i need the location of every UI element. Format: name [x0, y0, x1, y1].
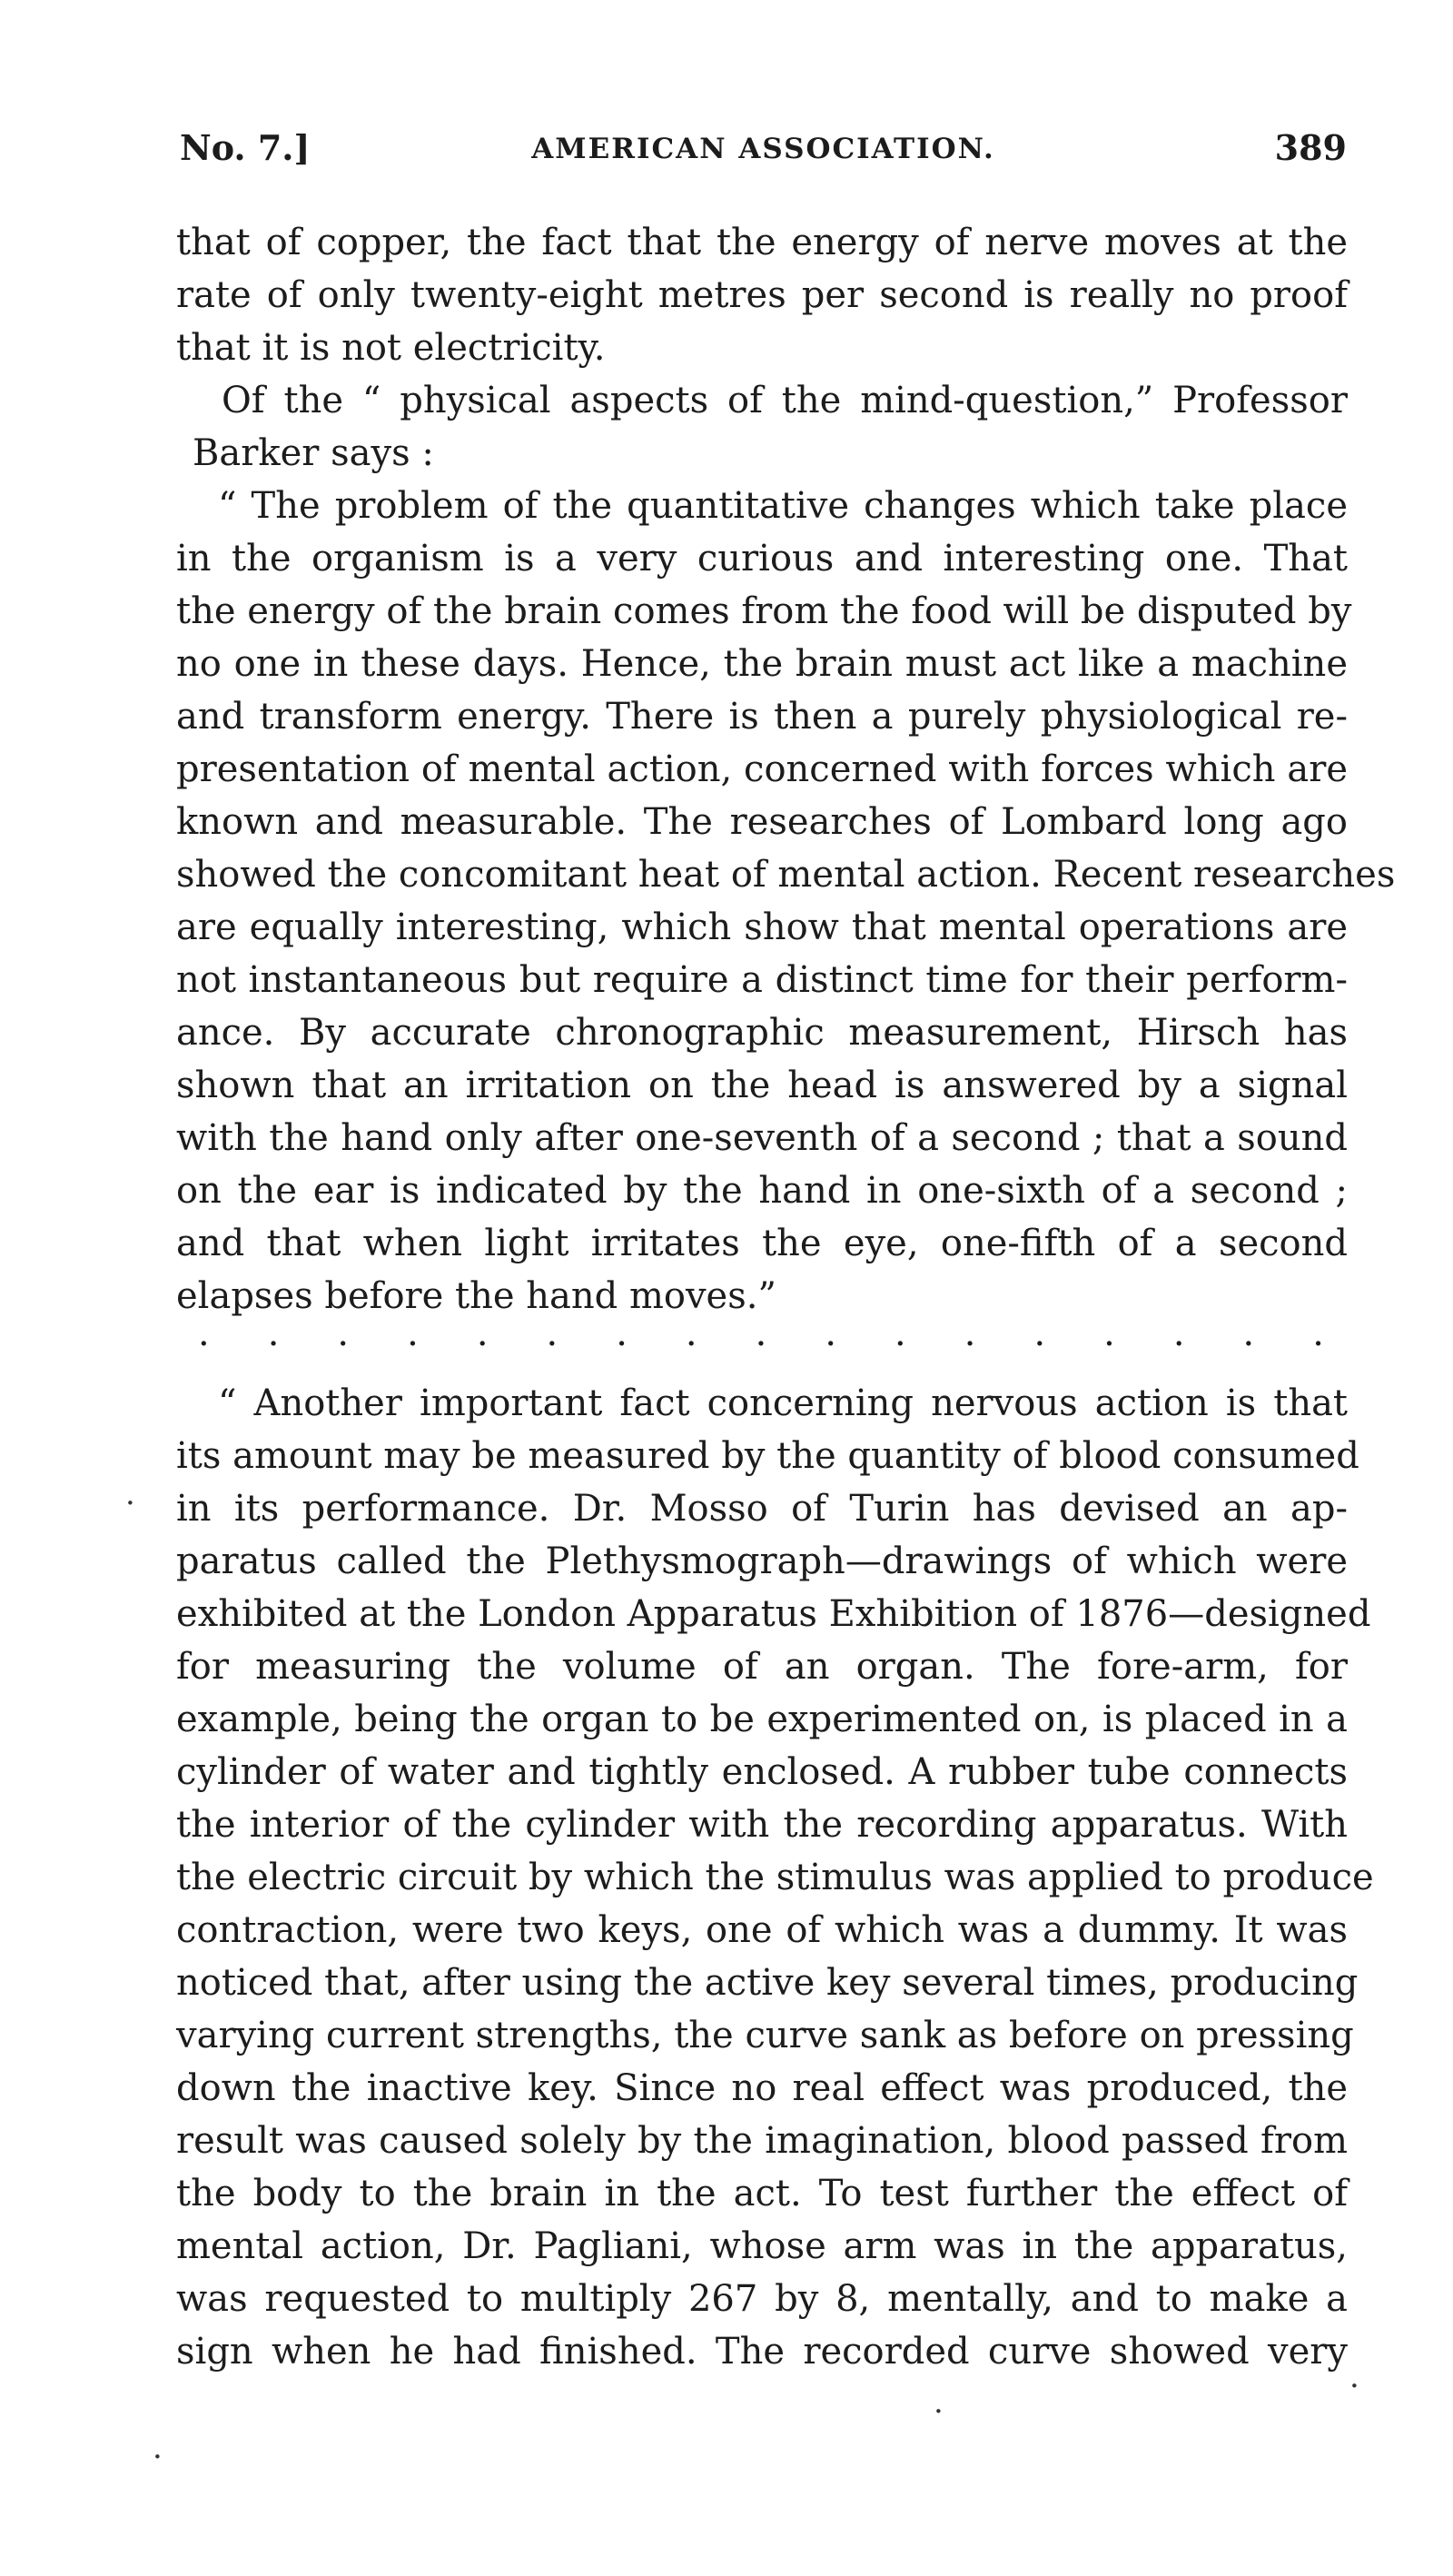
ellipsis-dot: · [1312, 1323, 1324, 1365]
text-line: ance. By accurate chronographic measurement, Hirsch has [176, 1012, 1348, 1054]
text-line: “ The problem of the quantitative changes which take place [218, 485, 1348, 527]
text-line: not instantaneous but require a distinct time for their perform- [176, 959, 1348, 1001]
print-speck: · [153, 2439, 163, 2475]
text-line: result was caused solely by the imagination, blood passed from [176, 2120, 1348, 2162]
text-line: paratus called the Plethysmograph—drawings of which were [176, 1541, 1348, 1582]
text-line: down the inactive key. Since no real effect was produced, the [176, 2067, 1348, 2109]
ellipsis-dot: · [755, 1323, 767, 1365]
issue-number: No. 7.] [180, 127, 311, 168]
text-line: in its performance. Dr. Mosso of Turin has devised an ap- [176, 1488, 1348, 1530]
text-line: “ Another important fact concerning nervous action is that [218, 1382, 1348, 1424]
text-line: known and measurable. The researches of Lombard long ago [176, 801, 1348, 843]
text-line: presentation of mental action, concerned with forces which are [176, 748, 1348, 790]
text-line: the electric circuit by which the stimulus was applied to produce [176, 1857, 1374, 1898]
text-line: cylinder of water and tightly enclosed. A rubber tube connects [176, 1751, 1348, 1793]
running-header [180, 127, 1347, 182]
ellipsis-dot: · [546, 1323, 558, 1365]
text-line: was requested to multiply 267 by 8, mentally, and to make a [176, 2278, 1348, 2320]
text-line: contraction, were two keys, one of which was a dummy. It was [176, 1909, 1348, 1951]
text-line: its amount may be measured by the quantity of blood consumed [176, 1435, 1359, 1477]
ellipsis-dot: · [1033, 1323, 1046, 1365]
text-line: no one in these days. Hence, the brain must act like a machine [176, 643, 1348, 685]
text-line: are equally interesting, which show that mental operations are [176, 907, 1348, 948]
text-line: for measuring the volume of an organ. The fore-arm, for [176, 1646, 1348, 1688]
text-line: in the organism is a very curious and interesting one. That [176, 538, 1348, 580]
text-line: varying current strengths, the curve sank as before on pressing [176, 2015, 1354, 2056]
ellipsis-dot: · [267, 1323, 280, 1365]
ellipsis-row [198, 1323, 1324, 1365]
print-speck: · [934, 2393, 944, 2430]
text-line: sign when he had finished. The recorded curve showed very [176, 2331, 1348, 2373]
ellipsis-dot: · [1103, 1323, 1115, 1365]
text-line: Barker says : [193, 432, 434, 474]
text-line: showed the concomitant heat of mental action. Recent researches [176, 854, 1396, 896]
text-line: with the hand only after one-seventh of a second ; that a sound [176, 1117, 1348, 1159]
text-line: example, being the organ to be experimented on, is placed in a [176, 1699, 1348, 1740]
text-line: that it is not electricity. [176, 327, 606, 369]
ellipsis-dot: · [407, 1323, 419, 1365]
text-line: and transform energy. There is then a purely physiological re- [176, 696, 1348, 738]
text-line: the body to the brain in the act. To test further the effect of [176, 2173, 1348, 2214]
ellipsis-dot: · [685, 1323, 697, 1365]
ellipsis-dot: · [476, 1323, 489, 1365]
running-title: AMERICAN ASSOCIATION. [531, 133, 995, 165]
text-line: rate of only twenty-eight metres per second is really no proof [176, 274, 1348, 316]
text-line: on the ear is indicated by the hand in one-sixth of a second ; [176, 1170, 1348, 1212]
ellipsis-dot: · [1242, 1323, 1255, 1365]
text-line: shown that an irritation on the head is answered by a signal [176, 1065, 1348, 1106]
text-line: the energy of the brain comes from the food will be disputed by [176, 590, 1352, 632]
text-line: Of the “ physical aspects of the mind-question,” Professor [222, 380, 1348, 421]
ellipsis-dot: · [337, 1323, 350, 1365]
text-line: the interior of the cylinder with the recording apparatus. With [176, 1804, 1348, 1846]
text-line: elapses before the hand moves.” [176, 1275, 776, 1317]
ellipsis-dot: · [964, 1323, 976, 1365]
text-line: mental action, Dr. Pagliani, whose arm was in the apparatus, [176, 2225, 1348, 2267]
print-speck: · [125, 1485, 135, 1521]
page-number: 389 [1274, 127, 1347, 168]
print-speck: · [1349, 2368, 1359, 2404]
ellipsis-dot: · [825, 1323, 837, 1365]
text-line: exhibited at the London Apparatus Exhibition of 1876—designed [176, 1593, 1371, 1635]
ellipsis-dot: · [1172, 1323, 1185, 1365]
text-line: that of copper, the fact that the energy of nerve moves at the [176, 222, 1348, 263]
text-line: and that when light irritates the eye, one-fifth of a second [176, 1223, 1348, 1264]
ellipsis-dot: · [895, 1323, 906, 1365]
text-line: noticed that, after using the active key several times, producing [176, 1962, 1359, 2004]
ellipsis-dot: · [616, 1323, 628, 1365]
ellipsis-dot: · [198, 1323, 210, 1365]
